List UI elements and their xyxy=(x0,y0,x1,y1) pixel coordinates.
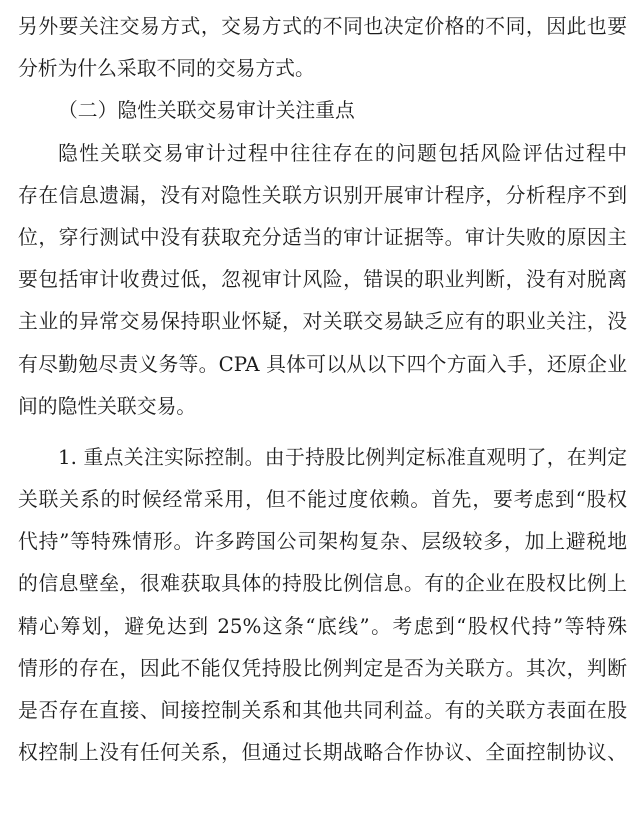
text-line: 的信息壁垒，很难获取具体的持股比例信息。有的企业在股权比例上 xyxy=(18,572,627,596)
text-line: 存在信息遗漏，没有对隐性关联方识别开展审计程序，分析程序不到 xyxy=(18,183,627,207)
text-line: 另外要关注交易方式，交易方式的不同也决定价格的不同，因此也要 xyxy=(18,15,627,38)
text-line: 精心筹划，避免达到 25%这条“底线”。考虑到“股权代持”等特殊 xyxy=(18,614,627,638)
text-line: 主业的异常交易保持职业怀疑，对关联交易缺乏应有的职业关注，没 xyxy=(18,310,627,334)
text-line: 代持”等特殊情形。许多跨国公司架构复杂、层级较多，加上避税地 xyxy=(18,530,627,554)
paragraph-spacer xyxy=(18,428,627,437)
text-line: 要包括审计收费过低，忽视审计风险，错误的职业判断，没有对脱离 xyxy=(18,268,627,292)
paragraph-actual-control xyxy=(18,437,627,775)
text-line: 是否存在直接、间接控制关系和其他共同利益。有的关联方表面在股 xyxy=(18,699,627,722)
text-line: 间的隐性关联交易。 xyxy=(18,394,197,418)
paragraph-audit-issues xyxy=(18,133,627,428)
section-heading xyxy=(18,90,627,132)
text-line: 位，穿行测试中没有获取充分适当的审计证据等。审计失败的原因主 xyxy=(18,225,627,249)
text-line: 分析为什么采取不同的交易方式。 xyxy=(18,57,315,81)
heading-text: （二）隐性关联交易审计关注重点 xyxy=(58,99,355,123)
text-line: 情形的存在，因此不能仅凭持股比例判定是否为关联方。其次，判断 xyxy=(18,656,627,680)
paragraph-continuation xyxy=(18,6,627,90)
text-line: 关联关系的时候经常采用，但不能过度依赖。首先，要考虑到“股权 xyxy=(18,488,627,512)
text-line: 1. 重点关注实际控制。由于持股比例判定标准直观明了，在判定 xyxy=(58,445,627,469)
text-line: 有尽勤勉尽责义务等。CPA 具体可以从以下四个方面入手，还原企业 xyxy=(18,352,627,376)
text-line: 权控制上没有任何关系，但通过长期战略合作协议、全面控制协议、 xyxy=(18,741,627,765)
text-line: 隐性关联交易审计过程中往往存在的问题包括风险评估过程中 xyxy=(58,141,627,165)
